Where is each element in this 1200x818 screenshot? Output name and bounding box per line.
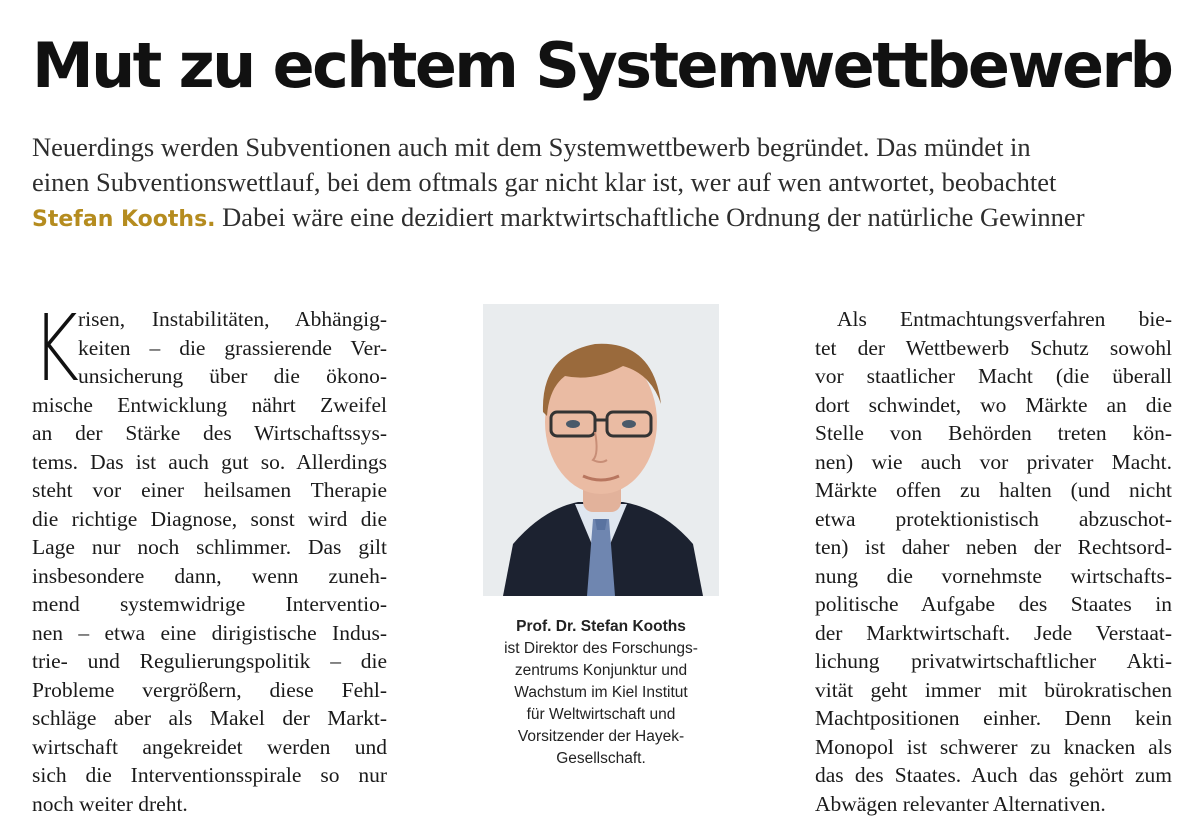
photo-caption [478, 616, 724, 770]
body-line: Monopol ist schwerer zu knacken als [815, 733, 1172, 762]
body-line: mend systemwidrige Interventio- [32, 590, 387, 619]
caption-line: Wachstum im Kiel Institut [478, 682, 724, 704]
body-line: Als Entmachtungsverfahren bie- [815, 305, 1172, 334]
body-line: keiten – die grassierende Ver- [32, 334, 387, 363]
dropcap-letter: K [32, 309, 79, 389]
caption-line: Gesellschaft. [478, 748, 724, 770]
body-line: lichung privatwirtschaftlicher Akti- [815, 647, 1172, 676]
body-line: vor staatlicher Macht (die überall [815, 362, 1172, 391]
article-headline: Mut zu echtem Systemwettbewerb [32, 28, 1182, 104]
body-line: wirtschaft angekreidet werden und [32, 733, 387, 762]
body-line: die richtige Diagnose, sonst wird die [32, 505, 387, 534]
body-line: risen, Instabilitäten, Abhängig- [32, 305, 387, 334]
body-line: noch weiter dreht. [32, 790, 387, 818]
body-line: trie- und Regulierungspolitik – die [32, 647, 387, 676]
deck-line-2: einen Subventionswettlauf, bei dem oftmals gar nicht klar ist, wer auf wen antwortet, beobachtet [32, 165, 1182, 200]
body-line: politische Aufgabe des Staates in [815, 590, 1172, 619]
caption-line: für Weltwirtschaft und [478, 704, 724, 726]
article-deck [32, 130, 1182, 237]
body-line: das des Staates. Auch das gehört zum [815, 761, 1172, 790]
body-line: vität geht immer mit bürokratischen [815, 676, 1172, 705]
body-line: unsicherung über die ökono- [32, 362, 387, 391]
body-line: nen – etwa eine dirigistische Indus- [32, 619, 387, 648]
body-line: etwa protektionistisch abzuschot- [815, 505, 1172, 534]
body-line: tems. Das ist auch gut so. Allerdings [32, 448, 387, 477]
body-line: nung die vornehmste wirtschafts- [815, 562, 1172, 591]
deck-line-1: Neuerdings werden Subventionen auch mit dem Systemwettbewerb begründet. Das mündet in [32, 130, 1182, 165]
body-line: dort schwindet, wo Märkte an die [815, 391, 1172, 420]
body-line: Lage nur noch schlimmer. Das gilt [32, 533, 387, 562]
left-column [32, 305, 387, 818]
right-column [815, 305, 1172, 818]
author-portrait-photo [483, 304, 719, 596]
body-line: nen) wie auch vor privater Macht. [815, 448, 1172, 477]
author-name: Stefan Kooths. [32, 207, 216, 232]
body-line: tet der Wettbewerb Schutz sowohl [815, 334, 1172, 363]
body-line: Stelle von Behörden treten kön- [815, 419, 1172, 448]
body-line: insbesondere dann, wenn zuneh- [32, 562, 387, 591]
caption-name: Prof. Dr. Stefan Kooths [478, 616, 724, 638]
body-line: schläge aber als Makel der Markt- [32, 704, 387, 733]
caption-line: zentrums Konjunktur und [478, 660, 724, 682]
body-line: Märkte offen zu halten (und nicht [815, 476, 1172, 505]
body-line: Abwägen relevanter Alternativen. [815, 790, 1172, 818]
body-line: steht vor einer heilsamen Therapie [32, 476, 387, 505]
body-line: an der Stärke des Wirtschaftssys- [32, 419, 387, 448]
body-line: ten) ist daher neben der Rechtsord- [815, 533, 1172, 562]
caption-line: Vorsitzender der Hayek- [478, 726, 724, 748]
deck-line-3-text: Dabei wäre eine dezidiert marktwirtschaftliche Ordnung der natürliche Gewinner [222, 202, 1084, 232]
portrait-illustration [483, 304, 719, 596]
body-line: Machtpositionen einher. Denn kein [815, 704, 1172, 733]
body-line: mische Entwicklung nährt Zweifel [32, 391, 387, 420]
caption-line: ist Direktor des Forschungs- [478, 638, 724, 660]
body-line: der Marktwirtschaft. Jede Verstaat- [815, 619, 1172, 648]
deck-line-3 [32, 200, 1182, 237]
body-line: Probleme vergrößern, diese Fehl- [32, 676, 387, 705]
body-line: sich die Interventionsspirale so nur [32, 761, 387, 790]
